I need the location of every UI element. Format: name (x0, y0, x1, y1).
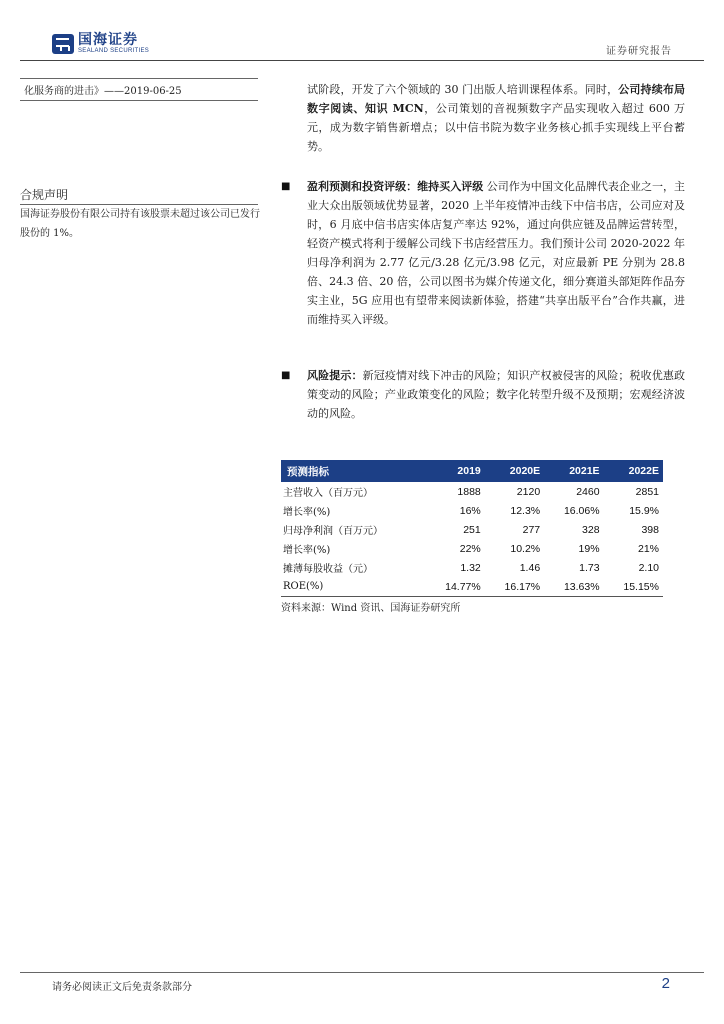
forecast-paragraph (307, 177, 685, 329)
table-header-cell: 2021E (569, 465, 600, 477)
footer-disclaimer: 请务必阅读正文后免责条款部分 (52, 982, 192, 993)
table-cell: 1.46 (519, 561, 541, 574)
forecast-heading: 盈利预测和投资评级：维持买入评级 (307, 180, 484, 193)
table-cell: 摊薄每股收益（元） (283, 564, 373, 575)
intro-text-a: 试阶段，开发了六个领域的 30 门出版人培训课程体系。同时， (307, 83, 619, 96)
table-source-note: 资料来源：Wind 资讯、国海证券研究所 (281, 603, 461, 614)
risk-paragraph (307, 366, 685, 423)
footer-divider (20, 972, 704, 973)
table-header-cell: 2022E (628, 465, 659, 477)
header-divider (20, 60, 704, 61)
risk-heading: 风险提示： (307, 369, 363, 382)
intro-paragraph (307, 80, 685, 156)
table-row (281, 520, 663, 539)
sealand-logo-icon (52, 34, 74, 54)
table-cell: 328 (582, 523, 600, 536)
report-type-label: 证券研究报告 (606, 46, 672, 57)
table-row (281, 539, 663, 558)
company-logo (52, 33, 149, 55)
table-cell: 增长率(%) (283, 545, 331, 556)
sidebar-top-divider (20, 78, 258, 79)
table-cell: 12.3% (510, 504, 541, 517)
table-cell: 21% (637, 542, 659, 555)
table-header-cell: 2019 (457, 465, 481, 477)
table-cell: 398 (641, 523, 659, 536)
table-row (281, 482, 663, 501)
table-cell: 15.9% (629, 504, 659, 517)
sidebar-divider (20, 100, 258, 101)
table-cell: 1.32 (460, 561, 481, 574)
table-cell: 251 (463, 523, 481, 536)
table-cell: 2.10 (638, 561, 659, 574)
table-row (281, 558, 663, 577)
table-header-cell: 预测指标 (287, 465, 329, 478)
table-cell: ROE(%) (281, 577, 425, 597)
table-cell: 16% (459, 504, 481, 517)
table-row (281, 577, 663, 597)
compliance-heading: 合规声明 (20, 188, 69, 202)
table-cell: 22% (459, 542, 481, 555)
table-cell: 10.2% (510, 542, 541, 555)
table-header-row (281, 460, 663, 482)
table-cell: 增长率(%) (283, 507, 331, 518)
forecast-table (281, 460, 663, 597)
table-cell: 16.06% (563, 504, 600, 517)
table-cell: 277 (522, 523, 541, 536)
intro-text-b: ，公司策划的音视频数字产品实现收入超过 600 万元，成为数字销售新增点；以中信书院为数字业务核心抓手实现线上平台蓄势。 (307, 102, 685, 153)
risk-text: 新冠疫情对线下冲击的风险；知识产权被侵害的风险；税收优惠政策变动的风险；产业政策变化的风险；数字化转型升级不及预期；宏观经济波动的风险。 (307, 369, 686, 420)
table-row (281, 501, 663, 520)
table-cell: 1.73 (579, 561, 600, 574)
forecast-text: 公司作为中国文化品牌代表企业之一，主业大众出版领域优势显著，2020 上半年疫情冲击线下中信书店，公司应对及时，6 月底中信书店实体店复产率达 92%，通过向供应链及品牌运营转型，轻资产模式将利于缓解公司线下书店经营压力。我们预计公司 2020-2022 年归母净利润为 2.77 亿元/3.28 亿元/3.98 亿元，对应最新 PE 分别为 28.8 倍、24.3 倍、20 倍，公司以图书为媒介传递文化，细分赛道头部矩阵作品夯实主业，5G 应用也有望带来阅读新体验，搭建“共享出版平台”合作共赢，进而维持买入评级。 (307, 180, 685, 326)
page-number: 2 (661, 975, 670, 992)
table-header-cell: 2020E (509, 465, 541, 477)
table-cell: 1888 (457, 485, 481, 498)
table-cell: 2120 (516, 485, 541, 498)
previous-report-reference: 化服务商的进击》——2019-06-25 (24, 86, 182, 97)
logo-chinese-name: 国海证券 (78, 32, 138, 48)
table-cell: 15.15% (604, 577, 663, 597)
table-cell: 2460 (576, 485, 600, 498)
table-cell: 归母净利润（百万元） (283, 526, 383, 537)
bullet-square-icon: ■ (281, 370, 291, 381)
table-cell: 主营收入（百万元） (283, 488, 373, 499)
table-cell: 16.17% (485, 577, 544, 597)
table-cell: 14.77% (425, 577, 484, 597)
logo-english-name: SEALAND SECURITIES (78, 48, 150, 54)
table-cell: 2851 (635, 485, 659, 498)
intro-text-bold: 公司持续布局数字阅读、知识 MCN (307, 83, 685, 115)
table-cell: 13.63% (544, 577, 603, 597)
table-cell: 19% (578, 542, 600, 555)
compliance-statement: 国海证券股份有限公司持有该股票未超过该公司已发行股份的 1%。 (20, 209, 260, 239)
bullet-square-icon: ■ (281, 181, 291, 192)
forecast-table-container (281, 460, 663, 597)
